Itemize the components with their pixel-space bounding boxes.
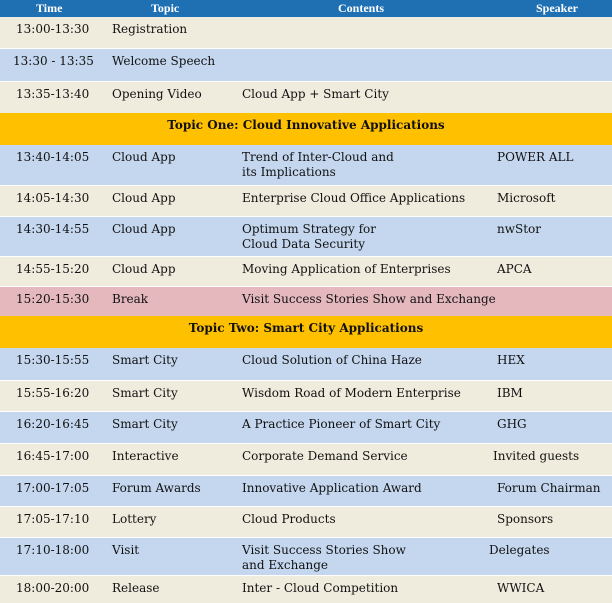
row-topic: Smart City xyxy=(112,386,178,400)
row-content: Cloud Solution of China Haze xyxy=(242,353,422,367)
section-header xyxy=(0,316,612,348)
row-content: Visit Success Stories Show and Exchange xyxy=(242,292,496,306)
table-header xyxy=(0,0,612,17)
row-speaker: Sponsors xyxy=(497,512,554,526)
row-topic: Forum Awards xyxy=(112,481,201,495)
row-topic: Cloud App xyxy=(112,150,176,164)
row-topic: Welcome Speech xyxy=(112,54,216,68)
row-content: Corporate Demand Service xyxy=(242,449,408,463)
row-speaker: Invited guests xyxy=(493,449,580,463)
row-content: Optimum Strategy for Cloud Data Security xyxy=(242,222,377,251)
row-time: 13:30 - 13:35 xyxy=(13,54,94,68)
table-row xyxy=(0,256,612,286)
row-content: A Practice Pioneer of Smart City xyxy=(242,417,441,431)
section-title: Topic One: Cloud Innovative Applications xyxy=(167,118,445,132)
row-content: Cloud Products xyxy=(242,512,336,526)
row-content: Innovative Application Award xyxy=(242,481,422,495)
header-time: Time xyxy=(36,1,63,15)
row-topic: Release xyxy=(112,581,160,595)
row-content: Inter - Cloud Competition xyxy=(242,581,399,595)
row-time: 13:40-14:05 xyxy=(16,150,90,164)
table-row xyxy=(0,575,612,603)
table-row xyxy=(0,506,612,537)
header-contents: Contents xyxy=(338,1,385,15)
row-topic: Interactive xyxy=(112,449,179,463)
table-row xyxy=(0,443,612,475)
row-content: Enterprise Cloud Office Applications xyxy=(242,191,466,205)
table-row xyxy=(0,348,612,380)
section-header xyxy=(0,113,612,145)
table-row xyxy=(0,185,612,216)
table-row xyxy=(0,411,612,443)
row-speaker: Forum Chairman xyxy=(497,481,601,495)
row-speaker: Microsoft xyxy=(497,191,556,205)
row-time: 17:10-18:00 xyxy=(16,543,90,557)
table-row xyxy=(0,145,612,185)
table-row xyxy=(0,380,612,411)
row-speaker: WWICA xyxy=(497,581,545,595)
row-topic: Cloud App xyxy=(112,262,176,276)
row-content: Cloud App + Smart City xyxy=(242,87,389,101)
row-time: 16:20-16:45 xyxy=(16,417,90,431)
table-row xyxy=(0,17,612,48)
row-speaker: HEX xyxy=(497,353,525,367)
row-speaker: nwStor xyxy=(497,222,542,236)
row-time: 14:05-14:30 xyxy=(16,191,90,205)
row-topic: Visit xyxy=(112,543,140,557)
row-topic: Smart City xyxy=(112,353,178,367)
row-time: 17:05-17:10 xyxy=(16,512,90,526)
row-topic: Registration xyxy=(112,22,188,36)
row-time: 15:55-16:20 xyxy=(16,386,90,400)
row-time: 15:30-15:55 xyxy=(16,353,90,367)
table-row xyxy=(0,475,612,506)
row-speaker: IBM xyxy=(497,386,523,400)
row-content: Trend of Inter-Cloud and its Implications xyxy=(242,150,394,179)
row-speaker: APCA xyxy=(497,262,532,276)
row-topic: Smart City xyxy=(112,417,178,431)
row-topic: Cloud App xyxy=(112,222,176,236)
table-row xyxy=(0,81,612,113)
row-time: 16:45-17:00 xyxy=(16,449,90,463)
row-time: 14:55-15:20 xyxy=(16,262,90,276)
table-row xyxy=(0,48,612,81)
row-content: Visit Success Stories Show and Exchange xyxy=(242,543,406,572)
row-speaker: POWER ALL xyxy=(497,150,574,164)
row-topic: Cloud App xyxy=(112,191,176,205)
row-topic: Lottery xyxy=(112,512,157,526)
section-title: Topic Two: Smart City Applications xyxy=(188,321,424,335)
row-content: Wisdom Road of Modern Enterprise xyxy=(242,386,461,400)
row-time: 17:00-17:05 xyxy=(16,481,90,495)
table-row xyxy=(0,286,612,316)
row-time: 14:30-14:55 xyxy=(16,222,90,236)
row-speaker: Delegates xyxy=(489,543,550,557)
row-time: 15:20-15:30 xyxy=(16,292,90,306)
header-speaker: Speaker xyxy=(536,1,578,15)
row-topic: Opening Video xyxy=(112,87,202,101)
table-row xyxy=(0,216,612,256)
table-row xyxy=(0,537,612,575)
row-time: 18:00-20:00 xyxy=(16,581,90,595)
row-speaker: GHG xyxy=(497,417,527,431)
row-time: 13:35-13:40 xyxy=(16,87,90,101)
row-content: Moving Application of Enterprises xyxy=(242,262,451,276)
header-topic: Topic xyxy=(151,1,180,15)
row-topic: Break xyxy=(112,292,149,306)
row-time: 13:00-13:30 xyxy=(16,22,90,36)
